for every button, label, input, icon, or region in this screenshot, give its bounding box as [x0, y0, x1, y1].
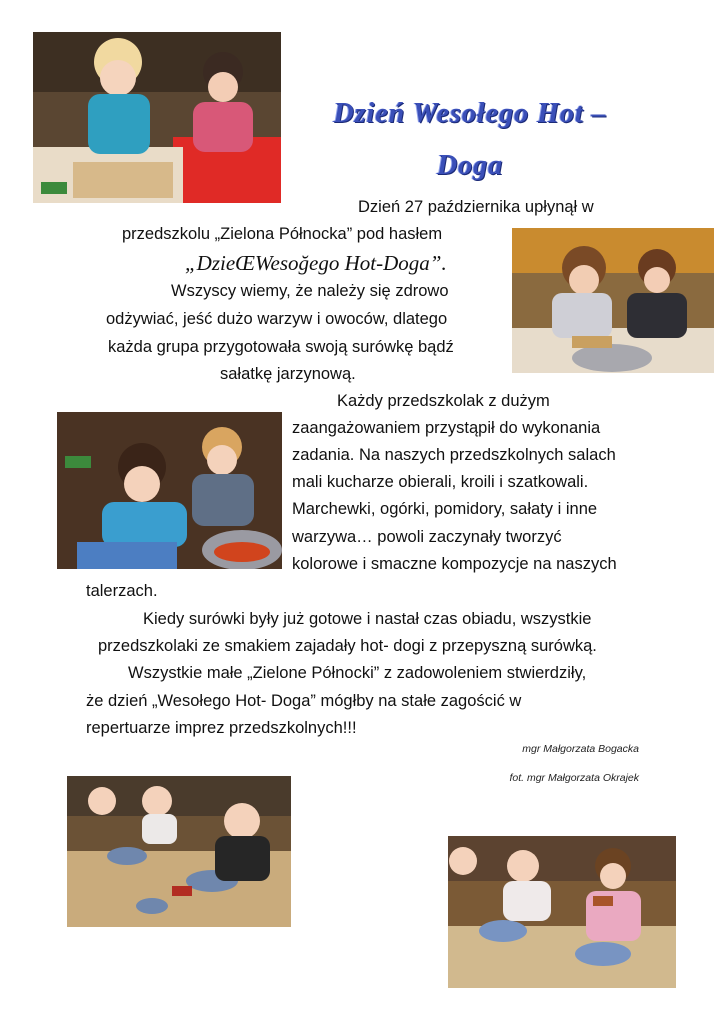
body-text-line: mali kucharze obierali, kroili i szatkowali. [292, 473, 589, 491]
body-text-line: Kiedy surówki były już gotowe i nastał czas obiadu, wszystkie [143, 610, 592, 628]
body-text-line: Dzień 27 października upłynął w [358, 198, 594, 216]
body-text-line: Każdy przedszkolak z dużym [337, 392, 550, 410]
body-text-line: repertuarze imprez przedszkolnych!!! [86, 719, 357, 737]
event-slogan: „DzieŒWesoğego Hot-Doga”. [185, 251, 447, 275]
body-text-line: Marchewki, ogórki, pomidory, sałaty i inne [292, 500, 598, 518]
body-text-line: warzywa… powoli zaczynały tworzyć [292, 528, 562, 546]
body-text-line: że dzień „Wesołego Hot- Doga” mógłby na stałe zagościć w [86, 692, 522, 710]
body-text-line: przedszkolu „Zielona Północka” pod hasłem [122, 225, 443, 243]
photo-children-eating-hot-dogs [67, 776, 291, 927]
body-text-line: kolorowe i smaczne kompozycje na naszych [292, 555, 617, 573]
body-text-line: talerzach. [86, 582, 158, 600]
photo-credit: fot. mgr Małgorzata Okrajek [509, 772, 639, 784]
body-text-line: każda grupa przygotowała swoją surówkę bądź [108, 338, 454, 356]
author-signature: mgr Małgorzata Bogacka [522, 743, 639, 755]
body-text-line: sałatkę jarzynową. [220, 365, 356, 383]
body-text-line: odżywiać, jeść dużo warzyw i owoców, dlatego [106, 310, 448, 328]
page-title-line-1: Dzień Wesołego Hot – [333, 98, 607, 129]
photo-children-mixing-salad [57, 412, 282, 569]
body-text-line: zadania. Na naszych przedszkolnych salach [292, 446, 616, 464]
body-text-line: Wszystkie małe „Zielone Północki” z zadowoleniem stwierdziły, [128, 664, 587, 682]
photo-children-at-lunch-table [448, 836, 676, 988]
page-title-line-2: Doga [436, 150, 504, 181]
page-title [290, 88, 650, 192]
body-text-line: zaangażowaniem przystąpił do wykonania [292, 419, 601, 437]
photo-children-cutting-vegetables [33, 32, 281, 203]
photo-girls-preparing-salad [512, 228, 714, 373]
body-text-line: Wszyscy wiemy, że należy się zdrowo [171, 282, 449, 300]
body-text-line: przedszkolaki ze smakiem zajadały hot- dogi z przepyszną surówką. [98, 637, 597, 655]
